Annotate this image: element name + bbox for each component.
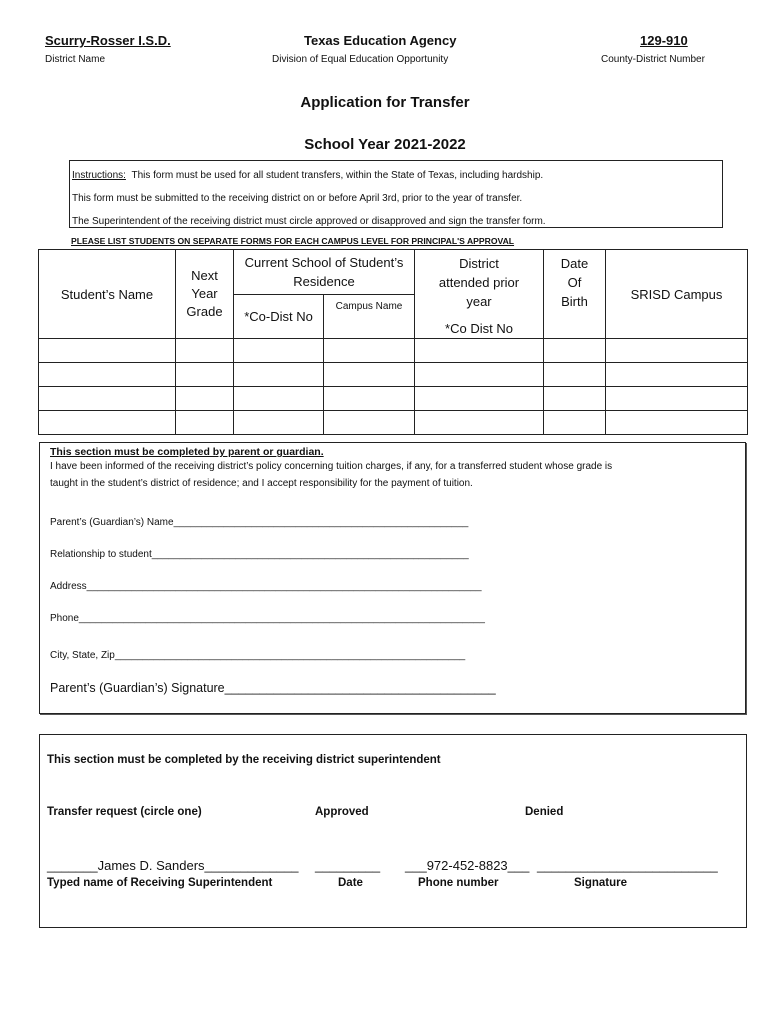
district-name-label: District Name	[45, 54, 106, 65]
table-cell[interactable]	[415, 363, 544, 387]
tuition-statement-line-2: taught in the student’s district of residence; and I accept responsibility for the payment of tuition.	[50, 478, 473, 489]
instructions-line-1	[72, 164, 720, 187]
page-title: Application for Transfer	[300, 94, 470, 111]
parent-section-heading: This section must be completed by parent or guardian.	[50, 446, 324, 458]
header-co-dist-no-2: *Co Dist No	[445, 321, 513, 336]
school-year: School Year 2021-2022	[304, 136, 466, 153]
instructions-text-1: This form must be used for all student transfers, within the State of Texas, including hardship.	[131, 170, 544, 181]
table-cell[interactable]	[176, 339, 234, 363]
table-row	[39, 387, 748, 411]
table-cell[interactable]	[176, 387, 234, 411]
table-cell[interactable]	[176, 411, 234, 435]
table-cell[interactable]	[606, 411, 748, 435]
parent-section	[39, 442, 746, 714]
instructions-line-2: This form must be submitted to the receiving district on or before April 3rd, prior to the year of transfer.	[72, 193, 523, 204]
agency-name: Texas Education Agency	[304, 33, 457, 48]
approved-option[interactable]: Approved	[315, 806, 369, 818]
table-cell[interactable]	[324, 411, 415, 435]
division-name: Division of Equal Education Opportunity	[272, 54, 449, 65]
district-name: Scurry-Rosser I.S.D.	[45, 33, 171, 48]
superintendent-signature-field[interactable]: _________________________	[537, 858, 718, 873]
superintendent-section	[39, 734, 747, 928]
instructions-box	[69, 160, 723, 228]
phone-number-label: Phone number	[418, 877, 499, 889]
header-co-dist-no: *Co-Dist No	[234, 295, 324, 339]
parent-signature-field[interactable]: Parent’s (Guardian’s) Signature_______________________________________	[50, 681, 496, 695]
separate-forms-note: PLEASE LIST STUDENTS ON SEPARATE FORMS FOR EACH CAMPUS LEVEL FOR PRINCIPAL'S APPROVAL	[71, 236, 515, 246]
header-next-year-grade-text: Next Year Grade	[186, 268, 223, 319]
table-cell[interactable]	[415, 339, 544, 363]
table-cell[interactable]	[606, 339, 748, 363]
superintendent-name-label: Typed name of Receiving Superintendent	[47, 877, 273, 889]
header-srisd-campus: SRISD Campus	[606, 250, 748, 339]
table-cell[interactable]	[544, 411, 606, 435]
table-cell[interactable]	[234, 363, 324, 387]
table-row	[39, 363, 748, 387]
table-cell[interactable]	[39, 363, 176, 387]
table-cell[interactable]	[544, 339, 606, 363]
table-cell[interactable]	[234, 411, 324, 435]
table-cell[interactable]	[544, 363, 606, 387]
relationship-field[interactable]: Relationship to student_________________________________________________________	[50, 549, 469, 560]
parent-name-field[interactable]: Parent’s (Guardian’s) Name_____________________________________________________	[50, 517, 469, 528]
table-cell[interactable]	[606, 387, 748, 411]
table-cell[interactable]	[606, 363, 748, 387]
denied-option[interactable]: Denied	[525, 806, 564, 818]
header-current-school: Current School of Student’s Residence	[234, 250, 415, 295]
header-campus-name: Campus Name	[324, 295, 415, 339]
table-cell[interactable]	[234, 339, 324, 363]
table-cell[interactable]	[324, 363, 415, 387]
county-district-number: 129-910	[640, 33, 688, 48]
signature-label: Signature	[574, 877, 628, 889]
table-cell[interactable]	[544, 387, 606, 411]
header-district-prior	[415, 250, 544, 339]
table-cell[interactable]	[176, 363, 234, 387]
instructions-line-3: The Superintendent of the receiving district must circle approved or disapproved and sign the transfer form.	[72, 216, 546, 227]
header-next-year-grade	[176, 250, 234, 339]
table-cell[interactable]	[39, 411, 176, 435]
city-state-zip-field[interactable]: City, State, Zip_______________________________________________________________	[50, 650, 466, 661]
header-district-prior-text: District attended prior year	[438, 256, 520, 309]
county-district-label: County-District Number	[601, 54, 705, 65]
table-cell[interactable]	[415, 387, 544, 411]
transfer-request-label: Transfer request (circle one)	[47, 806, 202, 818]
header-date-of-birth	[544, 250, 606, 339]
superintendent-section-heading: This section must be completed by the receiving district superintendent	[47, 754, 441, 766]
tuition-statement-line-1: I have been informed of the receiving district’s policy concerning tuition charges, if any, for a transferred student whose grade is	[50, 461, 613, 472]
table-cell[interactable]	[324, 339, 415, 363]
phone-number-field[interactable]: ___972-452-8823___	[405, 858, 530, 873]
table-cell[interactable]	[234, 387, 324, 411]
header-date-of-birth-text: Date Of Birth	[560, 256, 589, 309]
table-cell[interactable]	[39, 387, 176, 411]
table-row	[39, 339, 748, 363]
table-cell[interactable]	[39, 339, 176, 363]
address-field[interactable]: Address_______________________________________________________________________	[50, 581, 482, 592]
header-students-name: Student’s Name	[39, 250, 176, 339]
students-table	[38, 249, 748, 435]
table-cell[interactable]	[324, 387, 415, 411]
instructions-label: Instructions:	[72, 170, 126, 181]
table-cell[interactable]	[415, 411, 544, 435]
table-row	[39, 411, 748, 435]
date-label: Date	[338, 877, 363, 889]
date-field[interactable]: _________	[315, 858, 381, 873]
superintendent-name-field[interactable]: _______James D. Sanders_____________	[47, 858, 299, 873]
phone-field[interactable]: Phone_________________________________________________________________________	[50, 613, 485, 624]
